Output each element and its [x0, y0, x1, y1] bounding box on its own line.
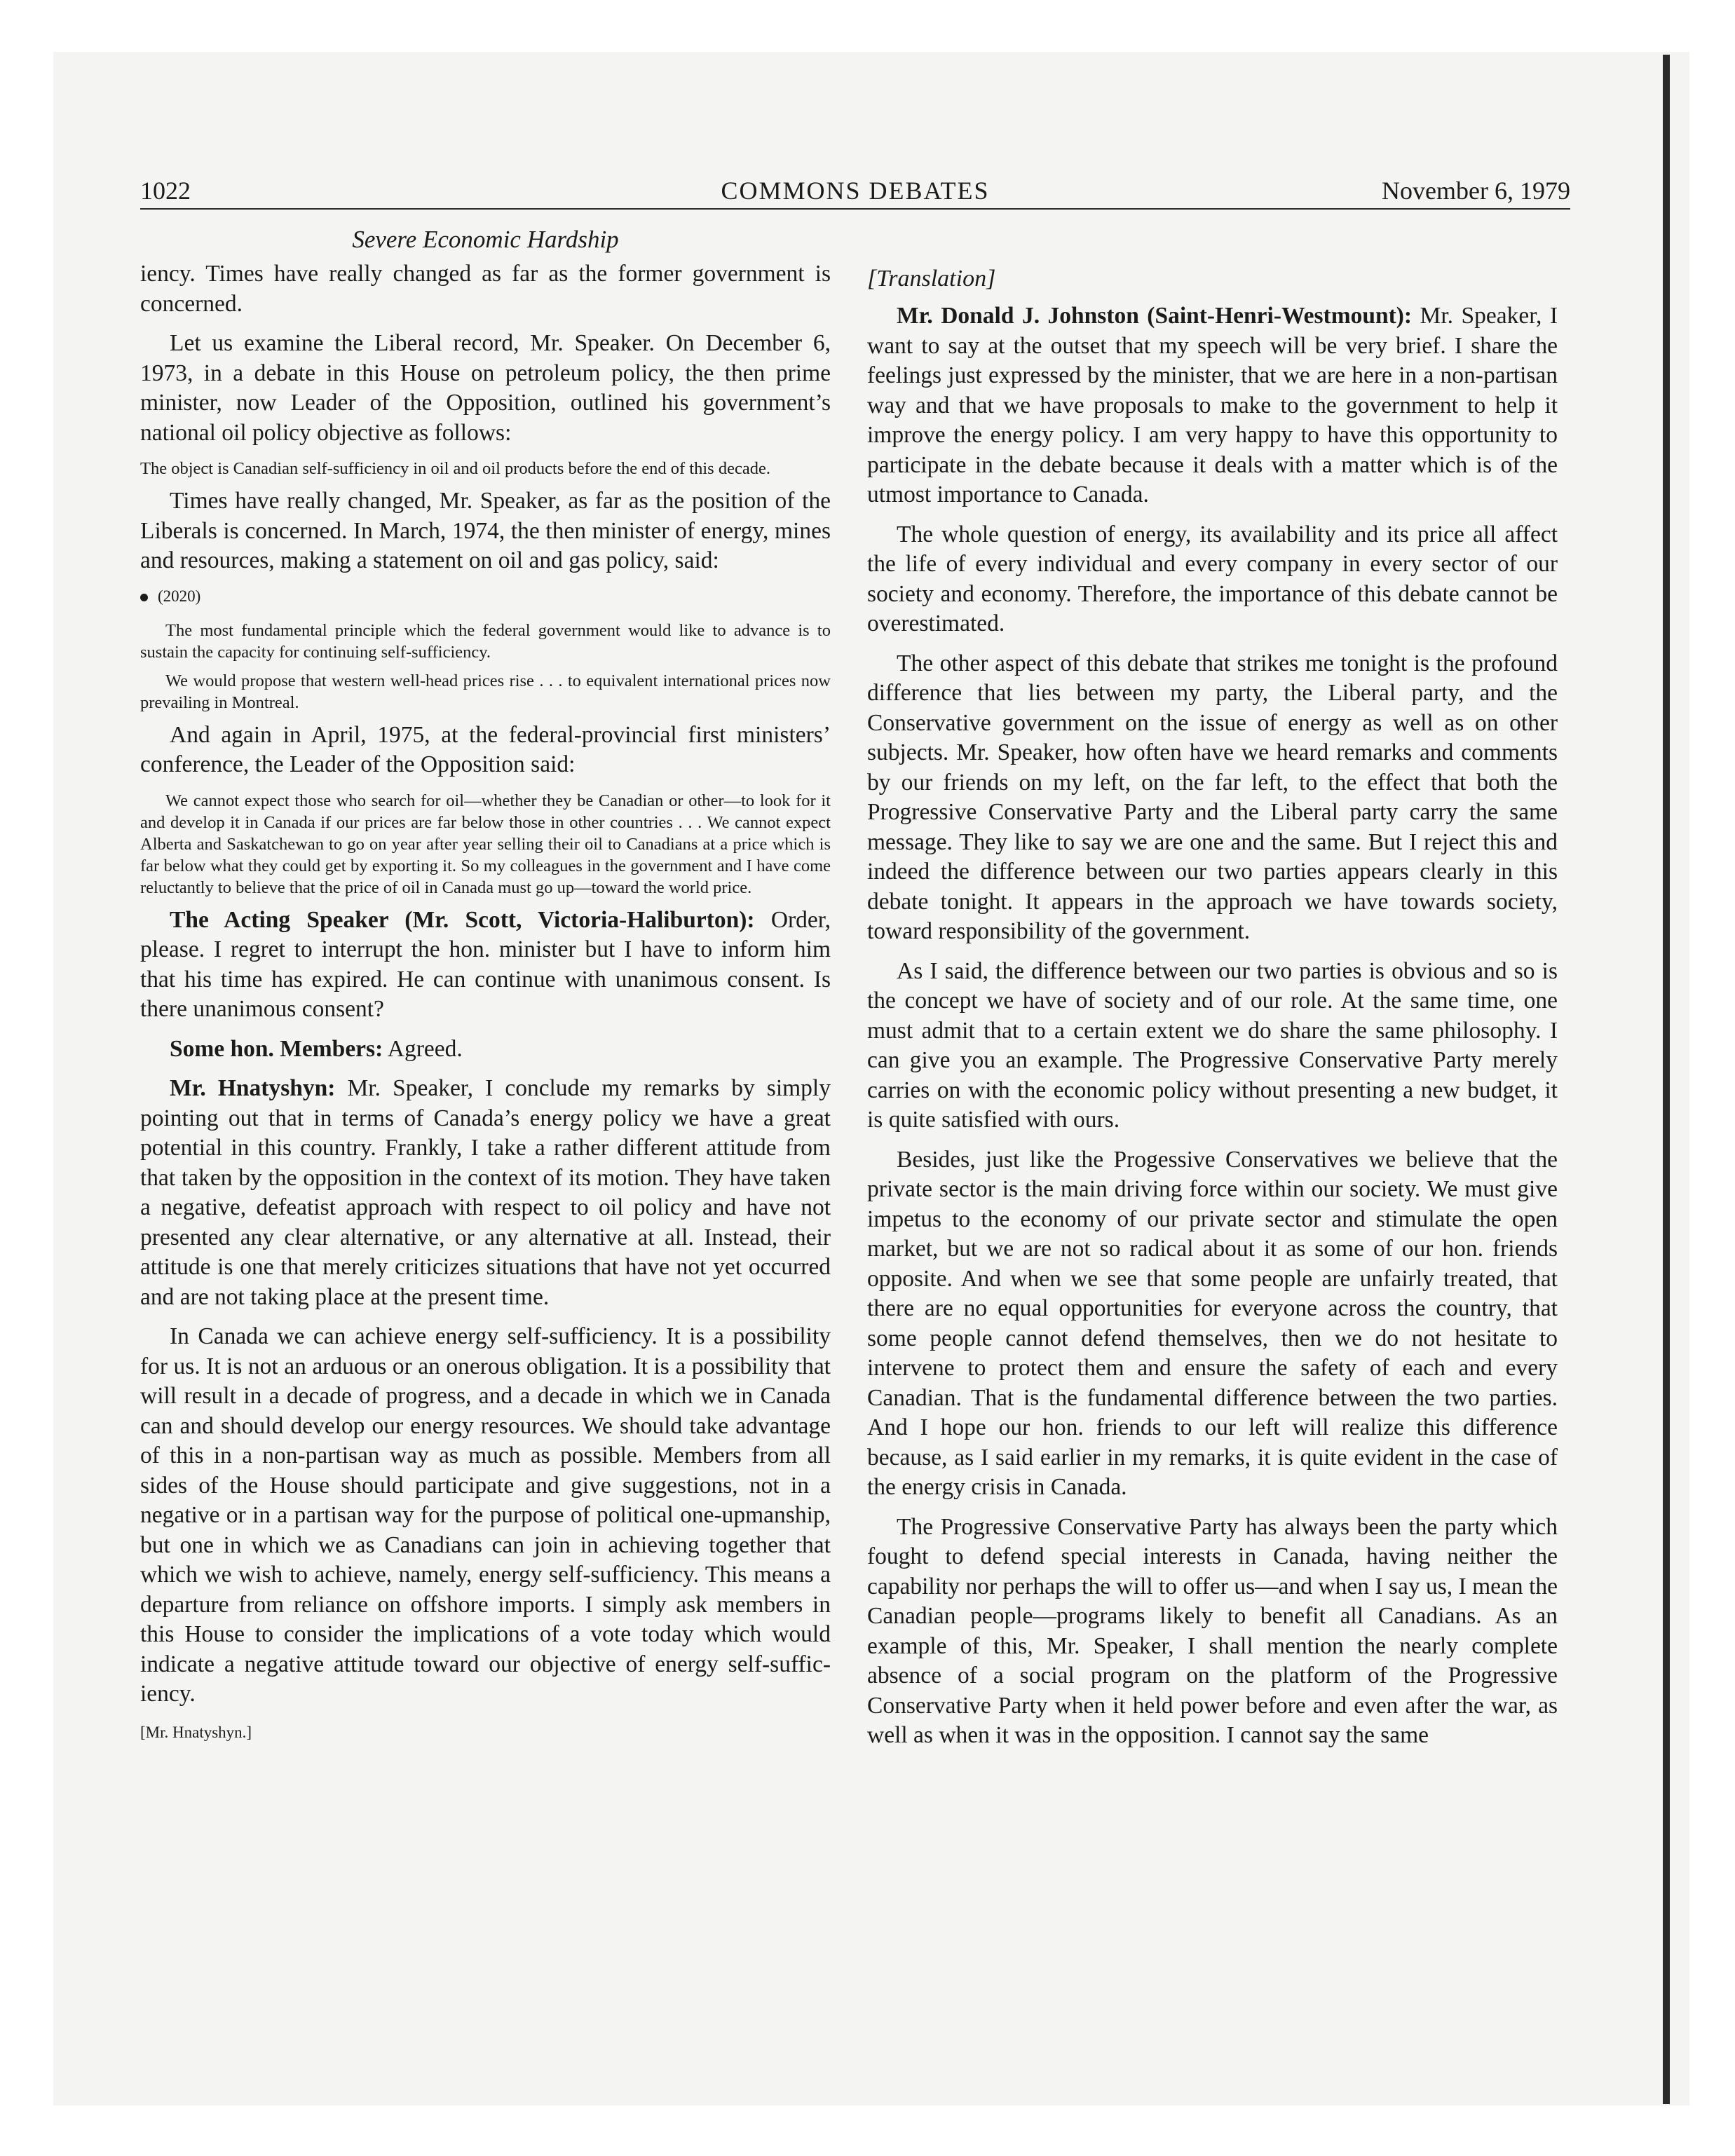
speech-paragraph: [140, 1074, 831, 1312]
header-date: November 6, 1979: [1382, 177, 1570, 205]
paragraph: The other aspect of this debate that strikes me tonight is the profound difference that lies between my party, the Liberal party, and the Conservative government on the issue of energy as well as on other subjects. Mr. Speaker, how often have we heard remarks and comments by our friends on my left, on the far left, to the effect that both the Progressive Conservative Party and the Liberal party carry the same message. They like to say we are one and the same. But I reject this and indeed the difference between our two parties appears clearly in this debate tonight. It appears in the approach we have towards society, toward responsibility of the government.: [867, 650, 1558, 944]
speaker-name: Some hon. Members:: [170, 1035, 383, 1062]
paragraph: The whole question of energy, its availability and its price all affect the life of every individual and every company in every sector of our society and economy. Therefore, the importance of this debate cannot be overestimated.: [867, 521, 1558, 636]
running-head: COMMONS DEBATES: [721, 177, 990, 205]
right-column: [867, 265, 1558, 1761]
section-title: Severe Economic Hardship: [352, 226, 619, 253]
left-column: [140, 223, 831, 1743]
paragraph: And again in April, 1975, at the federal-provincial first ministers’ conference, the Leader of the Opposition said:: [140, 721, 831, 777]
paragraph: Besides, just like the Progessive Conservatives we believe that the private sector is the main driving force within our society. We must give impetus to the economy of our private sector and stimulate the open market, but we are not so radical about it as some of our hon. friends opposite. And when we see that some people are unfairly treated, that there are no equal opportunities for everyone across the country, that some people cannot defend themselves, then we do not hesitate to intervene to protect them and ensure the safety of each and every Canadian. That is the fundamental difference between the two parties. And I hope our hon. friends to our left will realize this difference because, as I said earlier in my remarks, it is quite evident in the case of the energy crisis in Canada.: [867, 1146, 1558, 1500]
speaker-name: The Acting Speaker (Mr. Scott, Victoria-Haliburton):: [170, 906, 755, 933]
paragraph: iency. Times have really changed as far as the former government is concerned.: [140, 261, 831, 317]
paragraph: The Progressive Conservative Party has always been the party which fought to defend special interests in Canada, having neither the capability nor perhaps the will to offer us—and when I say us, I mean the Canadian people—programs likely to benefit all Canadians. As an example of this, Mr. Speaker, I shall mention the nearly complete absence of a social program on the platform of the Progressive Conservative Party when it held power before and even after the war, as well as when it was in the opposition. I cannot say the same: [867, 1513, 1558, 1748]
bullet-icon: [140, 594, 148, 601]
header-rule: [140, 208, 1570, 210]
block-quote: The object is Canadian self-sufficiency in oil and oil products before the end of this decade.: [140, 459, 770, 478]
speech-text: Mr. Speaker, I want to say at the outset that my speech will be very brief. I share the feelings just expressed by the minister, that we are here in a non-partisan way and that we have proposals to make to the government to help it improve the energy policy. I am very happy to have this opportunity to participate in the debate because it deals with a matter which is of the utmost importance to Canada.: [867, 303, 1558, 507]
speech-paragraph: [867, 301, 1558, 510]
paragraph: As I said, the difference between our two parties is obvious and so is the concept we have of society and of our role. At the same time, one must admit that to a certain extent we do share the same philosophy. I can give you an example. The Progressive Conservative Party merely carries on with the economic policy without presenting a new budget, it is quite satisfied with ours.: [867, 957, 1558, 1133]
speech-text: Mr. Speaker, I conclude my remarks by simply pointing out that in terms of Canada’s energy policy we have a great potential in this country. Frankly, I take a rather different attitude from that taken by the opposition in the context of its motion. They have taken a negative, defeatist approach with respect to oil policy and have not presented any clear alternative, or any alternative at all. Instead, their attitude is one that merely criticizes situations that have not yet occurred and are not taking place at the present time.: [140, 1075, 831, 1310]
speech-text: Agreed.: [387, 1035, 463, 1062]
paragraph: In Canada we can achieve energy self-sufficiency. It is a possibility for us. It is not an arduous or an onerous obligation. It is a possibility that will result in a decade of progress, and a decade in which we in Canada can and should develop our energy resources. We should take advantage of this in a non-partisan way as much as possible. Members from all sides of the House should participate and give suggestions, not in a negative or in a partisan way for the purpose of political one-upmanship, but one in which we as Canadians can join in achieving together that which we wish to achieve, namely, energy self-sufficiency. This means a departure from reliance on offshore imports. I simply ask members in this House to consider the implications of a vote today which would indicate a negative attitude toward our objective of energy self-sufficiency.: [140, 1323, 831, 1707]
speaker-name: Mr. Donald J. Johnston (Saint-Henri-Westmount):: [897, 303, 1413, 329]
block-quote: We would propose that western well-head prices rise . . . to equivalent international prices now prevailing in Montreal.: [140, 671, 831, 712]
speech-paragraph: [140, 1035, 831, 1065]
time-stamp: [140, 586, 831, 607]
speech-text: Order, please. I regret to interrupt the hon. minister but I have to inform him that his time has expired. He can continue with unanimous consent. Is there unanimous consent?: [140, 906, 831, 1022]
translation-tag: [Translation]: [867, 266, 996, 292]
page-edge-shadow: [1663, 55, 1670, 2104]
block-quote: The most fundamental principle which the federal government would like to advance is to sustain the capacity for continuing self-sufficiency.: [140, 620, 831, 662]
speech-paragraph: [140, 906, 831, 1025]
block-quote: We cannot expect those who search for oil—whether they be Canadian or other—to look for it and develop it in Canada if our prices are far below those in other countries . . . We cannot expect Alberta and Saskatchewan to go on year after year selling their oil to Canadians at a price which is far below what they could get by exporting it. So my colleagues in the government and I have come reluctantly to believe that the price of oil in Canada must go up—toward the world price.: [140, 791, 831, 897]
speaker-attribution: [Mr. Hnatyshyn.]: [140, 1723, 252, 1741]
time-stamp-text: (2020): [158, 587, 201, 605]
page-number: 1022: [140, 177, 191, 205]
paragraph: Times have really changed, Mr. Speaker, as far as the position of the Liberals is concerned. In March, 1974, the then minister of energy, mines and resources, making a statement on oil and gas policy, said:: [140, 488, 831, 573]
paragraph: Let us examine the Liberal record, Mr. Speaker. On December 6, 1973, in a debate in this House on petroleum policy, the then prime minister, now Leader of the Opposition, outlined his government’s national oil policy objective as follows:: [140, 330, 831, 446]
speaker-name: Mr. Hnatyshyn:: [170, 1075, 336, 1101]
